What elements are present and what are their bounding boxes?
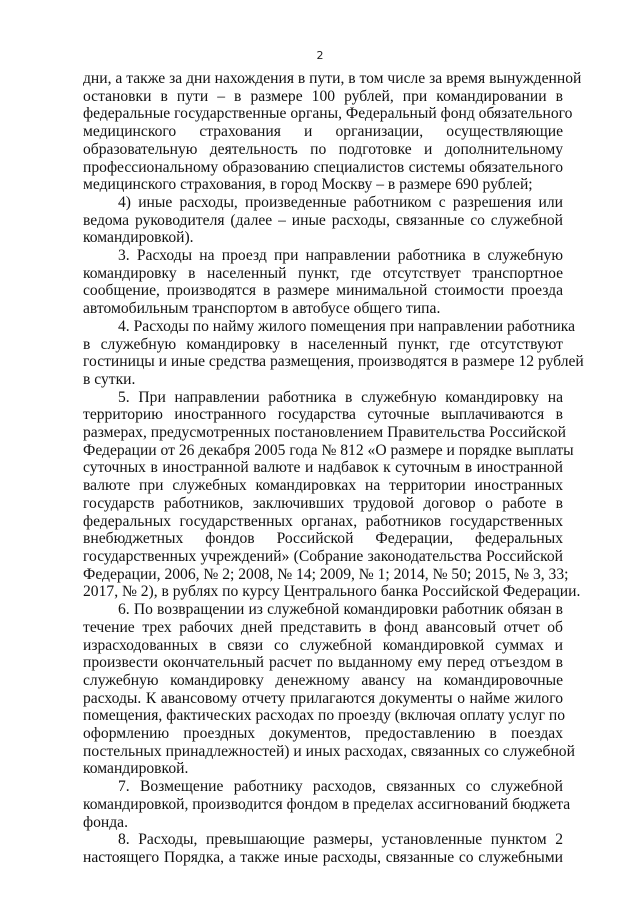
page-number: 2 [316,49,324,62]
text-line: 5. При направлении работника в служебную командировку на [118,388,563,406]
text-line: государств работников, заключивших трудовой договор о работе в [83,494,563,512]
text-line: сообщение, производятся в размере минимальной стоимости проезда [83,282,563,300]
text-line: Федерации от 26 декабря 2005 года № 812 «О размере и порядке выплаты [83,441,574,459]
text-line: помещения, фактических расходах по проезду (включая оплату услуг по [83,707,566,725]
text-line: профессиональному образованию специалистов системы обязательного [83,158,563,176]
text-line: 7. Возмещение работнику расходов, связанных со служебной [118,778,563,796]
text-line: служебную командировку денежному авансу на командировочные [83,671,563,689]
text-line: произвести окончательный расчет по выданному ему перед отъездом в [83,654,563,672]
text-line: внебюджетных фондов Российской Федерации, федеральных [83,530,563,548]
text-line: в сутки. [83,370,136,388]
text-line: образовательную деятельность по подготовке и дополнительному [83,140,563,158]
text-line: настоящего Порядка, а также иные расходы, связанные со служебными [83,848,563,866]
text-line: 2017, № 2), в рублях по курсу Центрального банка Российской Федерации. [83,583,581,601]
document-body [83,70,584,867]
text-line: командировку в населенный пункт, где отсутствует транспортное [83,264,563,282]
text-line: 6. По возвращении из служебной командировки работник обязан в [118,601,563,619]
text-line: 3. Расходы на проезд при направлении работника в служебную [118,247,563,265]
text-line: федеральных государственных органах, работников государственных [83,512,563,530]
text-line: остановки в пути – в размере 100 рублей, при командировании в [83,87,563,105]
text-line: дни, а также за дни нахождения в пути, в том числе за время вынужденной [83,70,582,87]
text-line: оформлению проездных документов, предоставлению в поездах [83,725,563,743]
text-line: 4) иные расходы, произведенные работником с разрешения или [118,193,563,211]
text-line: израсходованных в связи со служебной командировкой суммах и [83,636,563,654]
text-line: командировкой. [83,760,189,778]
text-line: гостиницы и иные средства размещения, производятся в размере 12 рублей [83,353,584,371]
text-line: командировкой, производится фондом в пределах ассигнований бюджета [83,795,571,813]
text-line: размерах, предусмотренных постановлением Правительства Российской [83,424,566,442]
text-line: постельных принадлежностей) и иных расходах, связанных со служебной [83,742,575,760]
text-line: командировкой). [83,229,194,247]
text-line: в служебную командировку в населенный пункт, где отсутствуют [83,335,563,353]
text-line: суточных в иностранной валюте и надбавок к суточным в иностранной [83,459,563,477]
text-line: фонда. [83,813,128,831]
text-line: валюте при служебных командировках на территории иностранных [83,477,563,495]
text-line: медицинского страхования и организации, осуществляющие [83,123,563,141]
text-line: Федерации, 2006, № 2; 2008, № 14; 2009, № 1; 2014, № 50; 2015, № 3, 33; [83,565,569,583]
text-line: федеральные государственные органы, Федеральный фонд обязательного [83,105,573,123]
text-line: медицинского страхования, в город Москву – в размере 690 рублей; [83,176,533,194]
text-line: расходы. К авансовому отчету прилагаются документы о найме жилого [83,689,563,707]
text-line: 4. Расходы по найму жилого помещения при направлении работника [118,317,576,335]
text-line: ведома руководителя (далее – иные расходы, связанные со служебной [83,211,563,229]
text-line: территорию иностранного государства суточные выплачиваются в [83,406,563,424]
text-line: 8. Расходы, превышающие размеры, установленные пунктом 2 [118,831,563,849]
text-line: государственных учреждений» (Собрание законодательства Российской [83,547,563,565]
text-line: автомобильным транспортом в автобусе общего типа. [83,300,441,318]
text-line: течение трех рабочих дней представить в фонд авансовый отчет об [83,618,563,636]
